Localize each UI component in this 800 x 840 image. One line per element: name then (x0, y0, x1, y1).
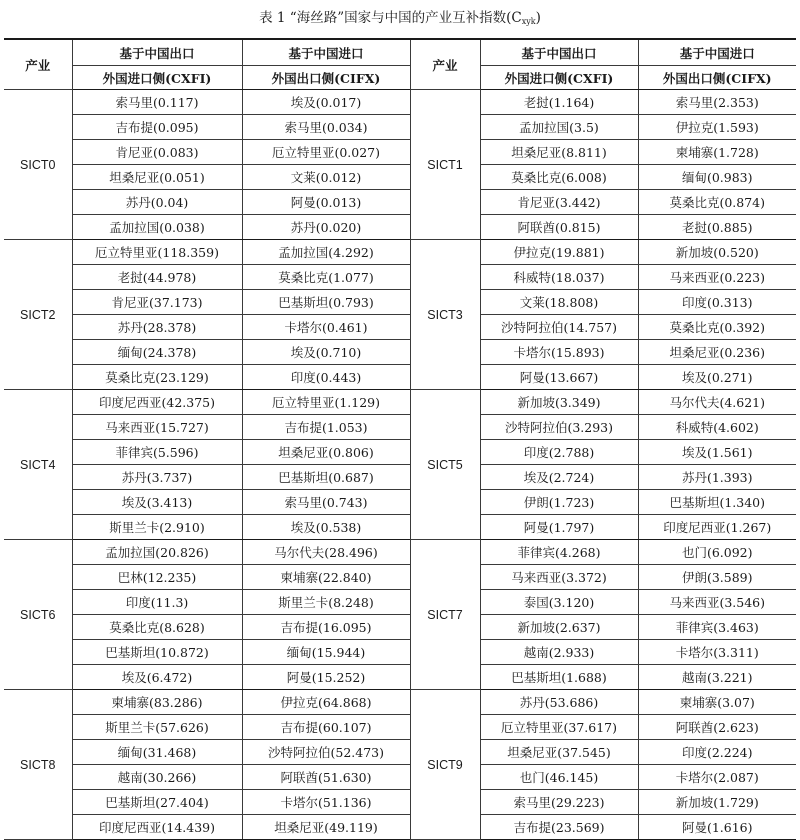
cell-cifx-left: 埃及(0.710) (242, 340, 410, 365)
cell-cxfi-left: 苏丹(0.04) (72, 190, 242, 215)
cell-cifx-left: 卡塔尔(0.461) (242, 315, 410, 340)
header-import-right: 基于中国进口 (638, 39, 796, 66)
cell-cifx-right: 科威特(4.602) (638, 415, 796, 440)
cell-cifx-left: 卡塔尔(51.136) (242, 790, 410, 815)
cell-cifx-right: 新加坡(1.729) (638, 790, 796, 815)
table-row (4, 315, 796, 340)
subheader-cxfi-left: 外国进口侧(CXFI) (72, 66, 242, 90)
industry-code-left: SICT8 (4, 690, 72, 840)
cell-cifx-right: 苏丹(1.393) (638, 465, 796, 490)
cell-cxfi-right: 卡塔尔(15.893) (480, 340, 638, 365)
cell-cifx-right: 伊拉克(1.593) (638, 115, 796, 140)
cell-cxfi-left: 巴林(12.235) (72, 565, 242, 590)
cell-cxfi-right: 马来西亚(3.372) (480, 565, 638, 590)
cell-cifx-left: 吉布提(60.107) (242, 715, 410, 740)
cell-cxfi-left: 肯尼亚(37.173) (72, 290, 242, 315)
complementarity-table (4, 38, 796, 840)
cell-cxfi-left: 埃及(6.472) (72, 665, 242, 690)
cell-cifx-left: 吉布提(16.095) (242, 615, 410, 640)
cell-cxfi-left: 肯尼亚(0.083) (72, 140, 242, 165)
cell-cifx-left: 厄立特里亚(1.129) (242, 390, 410, 415)
caption-subscript: xyk (521, 17, 536, 26)
cell-cxfi-left: 坦桑尼亚(0.051) (72, 165, 242, 190)
cell-cifx-right: 也门(6.092) (638, 540, 796, 565)
cell-cifx-left: 印度(0.443) (242, 365, 410, 390)
table-body (4, 90, 796, 840)
header-import-left: 基于中国进口 (242, 39, 410, 66)
cell-cifx-right: 伊朗(3.589) (638, 565, 796, 590)
cell-cifx-right: 阿曼(1.616) (638, 815, 796, 840)
cell-cxfi-right: 坦桑尼亚(8.811) (480, 140, 638, 165)
cell-cxfi-left: 吉布提(0.095) (72, 115, 242, 140)
table-row (4, 640, 796, 665)
table-row (4, 540, 796, 565)
cell-cifx-right: 印度(0.313) (638, 290, 796, 315)
table-row (4, 265, 796, 290)
table-row (4, 690, 796, 715)
table-row (4, 90, 796, 115)
cell-cxfi-left: 斯里兰卡(57.626) (72, 715, 242, 740)
cell-cifx-right: 越南(3.221) (638, 665, 796, 690)
cell-cifx-left: 阿联酋(51.630) (242, 765, 410, 790)
header-industry-right: 产业 (410, 39, 480, 90)
table-row (4, 440, 796, 465)
cell-cxfi-right: 埃及(2.724) (480, 465, 638, 490)
cell-cxfi-right: 阿曼(13.667) (480, 365, 638, 390)
cell-cxfi-right: 沙特阿拉伯(3.293) (480, 415, 638, 440)
cell-cxfi-right: 肯尼亚(3.442) (480, 190, 638, 215)
subheader-cifx-right: 外国出口侧(CIFX) (638, 66, 796, 90)
cell-cifx-left: 柬埔寨(22.840) (242, 565, 410, 590)
header-export-right: 基于中国出口 (480, 39, 638, 66)
cell-cxfi-right: 泰国(3.120) (480, 590, 638, 615)
industry-code-right: SICT1 (410, 90, 480, 240)
cell-cxfi-right: 索马里(29.223) (480, 790, 638, 815)
header-export-left: 基于中国出口 (72, 39, 242, 66)
cell-cxfi-right: 阿联酋(0.815) (480, 215, 638, 240)
subheader-cifx-left: 外国出口侧(CIFX) (242, 66, 410, 90)
cell-cifx-right: 埃及(0.271) (638, 365, 796, 390)
cell-cifx-right: 柬埔寨(3.07) (638, 690, 796, 715)
cell-cxfi-right: 越南(2.933) (480, 640, 638, 665)
table-row (4, 465, 796, 490)
cell-cxfi-right: 科威特(18.037) (480, 265, 638, 290)
table-row (4, 565, 796, 590)
cell-cxfi-left: 巴基斯坦(27.404) (72, 790, 242, 815)
cell-cifx-right: 新加坡(0.520) (638, 240, 796, 265)
cell-cxfi-left: 孟加拉国(20.826) (72, 540, 242, 565)
table-row (4, 765, 796, 790)
cell-cxfi-right: 印度(2.788) (480, 440, 638, 465)
cell-cxfi-left: 印度尼西亚(42.375) (72, 390, 242, 415)
cell-cxfi-left: 印度(11.3) (72, 590, 242, 615)
cell-cxfi-left: 厄立特里亚(118.359) (72, 240, 242, 265)
industry-code-left: SICT2 (4, 240, 72, 390)
cell-cxfi-left: 孟加拉国(0.038) (72, 215, 242, 240)
cell-cxfi-right: 吉布提(23.569) (480, 815, 638, 840)
cell-cifx-right: 马来西亚(0.223) (638, 265, 796, 290)
cell-cxfi-right: 伊朗(1.723) (480, 490, 638, 515)
cell-cifx-left: 沙特阿拉伯(52.473) (242, 740, 410, 765)
cell-cxfi-left: 苏丹(28.378) (72, 315, 242, 340)
industry-code-right: SICT3 (410, 240, 480, 390)
industry-code-left: SICT0 (4, 90, 72, 240)
cell-cifx-right: 菲律宾(3.463) (638, 615, 796, 640)
cell-cifx-right: 印度尼西亚(1.267) (638, 515, 796, 540)
table-row (4, 240, 796, 265)
cell-cifx-right: 印度(2.224) (638, 740, 796, 765)
caption-prefix: 表 1 “海丝路”国家与中国的产业互补指数(C (259, 10, 522, 26)
cell-cifx-right: 卡塔尔(2.087) (638, 765, 796, 790)
cell-cifx-left: 埃及(0.538) (242, 515, 410, 540)
cell-cxfi-right: 沙特阿拉伯(14.757) (480, 315, 638, 340)
table-row (4, 165, 796, 190)
cell-cxfi-left: 老挝(44.978) (72, 265, 242, 290)
cell-cxfi-right: 巴基斯坦(1.688) (480, 665, 638, 690)
cell-cxfi-right: 菲律宾(4.268) (480, 540, 638, 565)
industry-code-left: SICT6 (4, 540, 72, 690)
cell-cxfi-right: 伊拉克(19.881) (480, 240, 638, 265)
table-row (4, 190, 796, 215)
industry-code-right: SICT7 (410, 540, 480, 690)
cell-cifx-right: 卡塔尔(3.311) (638, 640, 796, 665)
industry-code-right: SICT9 (410, 690, 480, 840)
cell-cifx-left: 莫桑比克(1.077) (242, 265, 410, 290)
cell-cifx-left: 坦桑尼亚(49.119) (242, 815, 410, 840)
cell-cxfi-left: 莫桑比克(23.129) (72, 365, 242, 390)
cell-cxfi-left: 斯里兰卡(2.910) (72, 515, 242, 540)
table-row (4, 365, 796, 390)
cell-cifx-left: 斯里兰卡(8.248) (242, 590, 410, 615)
cell-cifx-right: 缅甸(0.983) (638, 165, 796, 190)
cell-cxfi-left: 缅甸(31.468) (72, 740, 242, 765)
cell-cxfi-right: 苏丹(53.686) (480, 690, 638, 715)
cell-cxfi-left: 苏丹(3.737) (72, 465, 242, 490)
table-row (4, 115, 796, 140)
cell-cifx-left: 厄立特里亚(0.027) (242, 140, 410, 165)
cell-cxfi-right: 厄立特里亚(37.617) (480, 715, 638, 740)
industry-code-right: SICT5 (410, 390, 480, 540)
cell-cxfi-left: 越南(30.266) (72, 765, 242, 790)
cell-cifx-left: 索马里(0.743) (242, 490, 410, 515)
cell-cifx-right: 柬埔寨(1.728) (638, 140, 796, 165)
cell-cxfi-right: 也门(46.145) (480, 765, 638, 790)
cell-cifx-left: 坦桑尼亚(0.806) (242, 440, 410, 465)
table-row (4, 215, 796, 240)
cell-cxfi-left: 缅甸(24.378) (72, 340, 242, 365)
cell-cifx-right: 莫桑比克(0.392) (638, 315, 796, 340)
cell-cifx-right: 坦桑尼亚(0.236) (638, 340, 796, 365)
table-row (4, 815, 796, 840)
header-industry-left: 产业 (4, 39, 72, 90)
cell-cifx-left: 巴基斯坦(0.793) (242, 290, 410, 315)
cell-cxfi-left: 埃及(3.413) (72, 490, 242, 515)
cell-cxfi-left: 马来西亚(15.727) (72, 415, 242, 440)
caption-suffix: ) (535, 10, 541, 26)
table-row (4, 290, 796, 315)
cell-cifx-left: 吉布提(1.053) (242, 415, 410, 440)
cell-cifx-left: 阿曼(15.252) (242, 665, 410, 690)
cell-cxfi-right: 孟加拉国(3.5) (480, 115, 638, 140)
cell-cxfi-right: 阿曼(1.797) (480, 515, 638, 540)
subheader-cxfi-right: 外国进口侧(CXFI) (480, 66, 638, 90)
cell-cxfi-left: 印度尼西亚(14.439) (72, 815, 242, 840)
cell-cxfi-left: 柬埔寨(83.286) (72, 690, 242, 715)
cell-cxfi-right: 新加坡(2.637) (480, 615, 638, 640)
table-row (4, 715, 796, 740)
cell-cxfi-left: 莫桑比克(8.628) (72, 615, 242, 640)
cell-cifx-left: 伊拉克(64.868) (242, 690, 410, 715)
cell-cxfi-right: 莫桑比克(6.008) (480, 165, 638, 190)
cell-cifx-right: 索马里(2.353) (638, 90, 796, 115)
table-row (4, 490, 796, 515)
cell-cifx-right: 阿联酋(2.623) (638, 715, 796, 740)
table-row (4, 665, 796, 690)
industry-code-left: SICT4 (4, 390, 72, 540)
cell-cifx-left: 孟加拉国(4.292) (242, 240, 410, 265)
cell-cifx-left: 阿曼(0.013) (242, 190, 410, 215)
cell-cifx-left: 巴基斯坦(0.687) (242, 465, 410, 490)
table-row (4, 415, 796, 440)
cell-cifx-left: 苏丹(0.020) (242, 215, 410, 240)
cell-cxfi-right: 坦桑尼亚(37.545) (480, 740, 638, 765)
table-caption (0, 6, 800, 30)
table-row (4, 340, 796, 365)
cell-cifx-left: 缅甸(15.944) (242, 640, 410, 665)
table-row (4, 790, 796, 815)
cell-cifx-left: 埃及(0.017) (242, 90, 410, 115)
cell-cxfi-right: 老挝(1.164) (480, 90, 638, 115)
cell-cxfi-left: 索马里(0.117) (72, 90, 242, 115)
cell-cifx-right: 老挝(0.885) (638, 215, 796, 240)
cell-cifx-left: 马尔代夫(28.496) (242, 540, 410, 565)
cell-cifx-left: 文莱(0.012) (242, 165, 410, 190)
cell-cifx-right: 莫桑比克(0.874) (638, 190, 796, 215)
cell-cifx-right: 马来西亚(3.546) (638, 590, 796, 615)
cell-cifx-right: 马尔代夫(4.621) (638, 390, 796, 415)
cell-cxfi-left: 菲律宾(5.596) (72, 440, 242, 465)
cell-cxfi-right: 文莱(18.808) (480, 290, 638, 315)
table-row (4, 590, 796, 615)
table-row (4, 740, 796, 765)
cell-cifx-right: 巴基斯坦(1.340) (638, 490, 796, 515)
cell-cifx-right: 埃及(1.561) (638, 440, 796, 465)
table-row (4, 140, 796, 165)
cell-cxfi-left: 巴基斯坦(10.872) (72, 640, 242, 665)
table-row (4, 515, 796, 540)
table-row (4, 390, 796, 415)
cell-cxfi-right: 新加坡(3.349) (480, 390, 638, 415)
cell-cifx-left: 索马里(0.034) (242, 115, 410, 140)
table-row (4, 615, 796, 640)
